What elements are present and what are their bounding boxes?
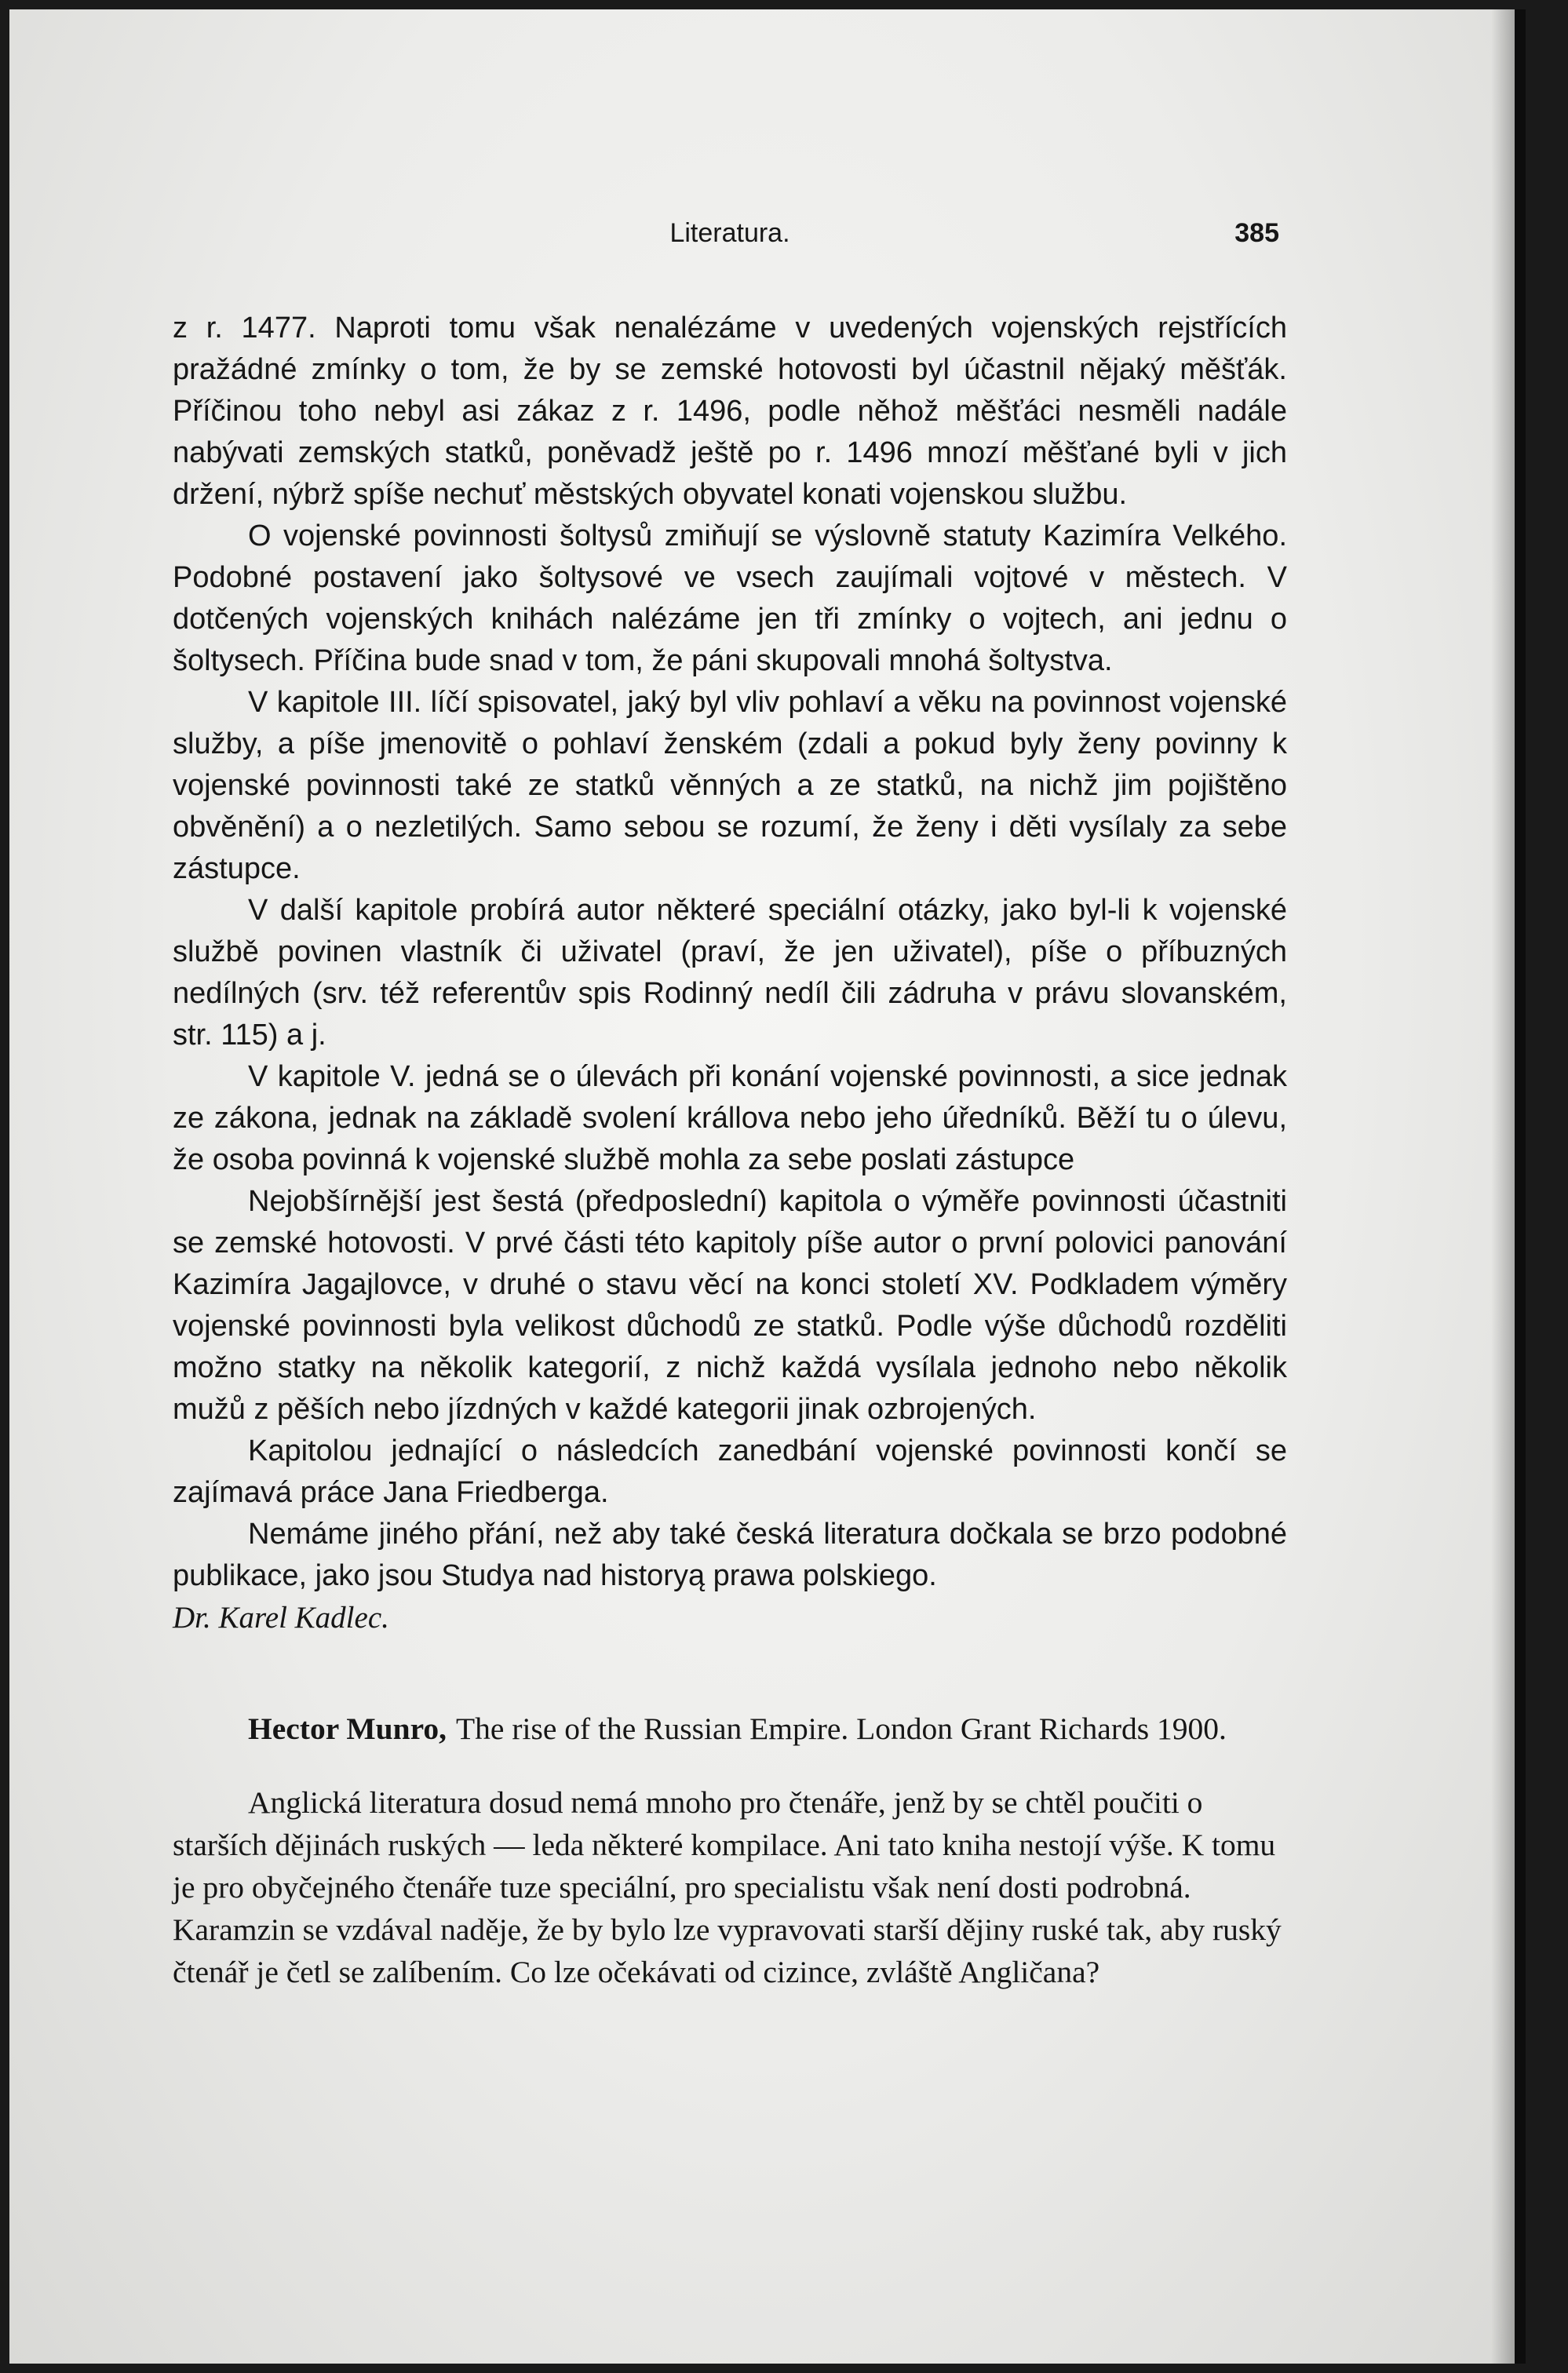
- paragraph-3: V kapitole III. líčí spisovatel, jaký byl vliv pohlaví a věku na povinnost vojenské služby, a píše jmenovitě o pohlaví ženském (zdali a pokud byly ženy povinny k vojenské povinnosti také ze statků věnných a ze statků, na nichž jim pojištěno obvěnění) a o nezletilých. Samo sebou se rozumí, že ženy i děti vysílaly za sebe zástupce.: [173, 686, 1287, 885]
- paragraph-4: V další kapitole probírá autor některé speciální otázky, jako byl-li k vojenské službě povinen vlastník či uživatel (praví, že jen uživatel), píše o příbuzných nedílných (srv. též referentův spis Rodinný nedíl čili zádruha v právu slovanském, str. 115) a j.: [173, 894, 1287, 1052]
- paragraph-5: V kapitole V. jedná se o úlevách při konání vojenské povinnosti, a sice jednak ze zákona, jednak na základě svolení krállova nebo jeho úředníků. Běží tu o úlevu, že osoba povinná k vojenské službě mohla za sebe poslati zástupce: [173, 1060, 1287, 1176]
- page-content: [173, 212, 1287, 2024]
- paragraph-1: z r. 1477. Naproti tomu však nenalézáme v uvedených vojenských rejstřících pražádné zmínky o tom, že by se zemské hotovosti byl účastnil nějaký měšťák. Příčinou toho nebyl asi zákaz z r. 1496, podle něhož měšťáci nesměli nadále nabývati zemských statků, poněvadž ještě po r. 1496 mnozí měšťané byli v jich držení, nýbrž spíše nechuť městských obyvatel konati vojenskou službu.: [173, 312, 1287, 511]
- review-section: [173, 1708, 1287, 1993]
- paragraph-2: O vojenské povinnosti šoltysů zmiňují se výslovně statuty Kazimíra Velkého. Podobné postavení jako šoltysové ve vsech zaujímali vojtové v městech. V dotčených vojenských knihách nalézáme jen tři zmínky o vojtech, ani jednu o šoltysech. Příčina bude snad v tom, že páni skupovali mnohá šoltystva.: [173, 519, 1287, 677]
- running-title: Literatura.: [669, 218, 790, 248]
- page-number: 385: [1234, 218, 1279, 248]
- paragraph-8: Nemáme jiného přání, než aby také česká literatura dočkala se brzo podobné publikace, jako jsou Studya nad historyą prawa polskiego.: [173, 1518, 1287, 1592]
- review-book-meta: The rise of the Russian Empire. London Grant Richards 1900.: [456, 1711, 1227, 1746]
- reviewer-signature: Dr. Karel Kadlec.: [173, 1601, 389, 1635]
- paragraph-6: Nejobšírnější jest šestá (předposlední) kapitola o výměře povinnosti účastniti se zemské hotovosti. V prvé části této kapitoly píše autor o první polovici panování Kazimíra Jagajlovce, v druhé o stavu věcí na konci století XV. Podkladem výměry vojenské povinnosti byla velikost důchodů ze statků. Podle výše důchodů rozděliti možno statky na několik kategorií, z nichž každá vysílala jednoho nebo několik mužů z pěších nebo jízdných v každé kategorii jinak ozbrojených.: [173, 1185, 1287, 1426]
- paragraph-7: Kapitolou jednající o následcích zanedbání vojenské povinnosti končí se zajímavá práce Jana Friedberga.: [173, 1434, 1287, 1509]
- review-paragraph-1: Anglická literatura dosud nemá mnoho pro čtenáře, jenž by se chtěl poučiti o starších dějinách ruských — leda některé kompilace. Ani tato kniha nestojí výše. K tomu je pro obyčejného čtenáře tuze speciální, pro specialistu však není dosti podrobná. Karamzin se vzdával naděje, že by bylo lze vypravovati starší dějiny ruské tak, aby ruský čtenář je četl se zalíbením. Co lze očekávati od cizince, zvláště Angličana?: [173, 1784, 1282, 1989]
- article-body: [173, 308, 1287, 1638]
- running-header: [173, 212, 1287, 259]
- page-spine-shadow: [1491, 9, 1515, 2364]
- review-book-author: Hector Munro,: [248, 1711, 447, 1746]
- review-heading: [173, 1708, 1287, 1750]
